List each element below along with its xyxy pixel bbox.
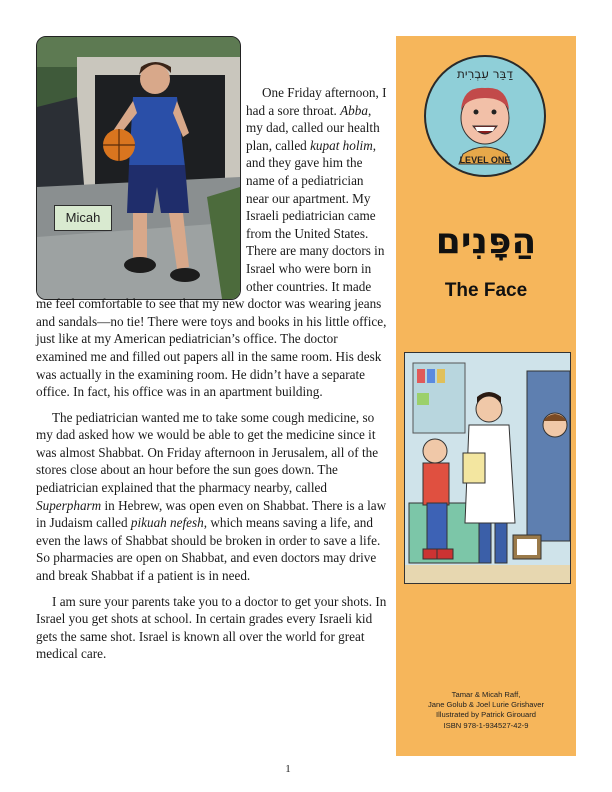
badge-level: LEVEL ONE <box>459 155 511 165</box>
story-paragraph: The pediatrician wanted me to take some cough medicine, so my dad asked how we would be able to get the medicine since it was almost Shabbat. On Friday afternoon in Jerusalem, all of the stores close about an hour before the sun goes down. The pediatrician explained that the pharmacy nearby, called Superpharm in Hebrew, was open even on Shabbat. There is a law in Judaism called pikuah nefesh, which means saving a life, and even the laws of Shabbat should be broken in order to save a life. So pharmacies are open on Shabbat, and even doctors may drive and break Shabbat if a patient is in need. <box>36 409 387 584</box>
credit-line: Jane Golub & Joel Lurie Grishaver <box>427 700 545 710</box>
story-text <box>36 84 388 671</box>
story-paragraph: I am sure your parents take you to a doctor to get your shots. In Israel you get shots at school. In certain grades every Israeli kid gets the same shot. Israel is known all over the world for great medical care. <box>36 593 387 662</box>
photo-caption: Micah <box>54 205 112 231</box>
page-number: 1 <box>285 763 291 775</box>
credits <box>396 690 576 731</box>
badge-hebrew: דַבֵּר עִבְרִית <box>457 67 513 81</box>
sidebar <box>396 36 576 756</box>
story-paragraph: One Friday afternoon, I had a sore throat. Abba, my dad, called our health plan, called kupat holim, and they gave him the name of a pediatrician near our apartment. My Israeli pediatrician came from the United States. There are many doctors in Israel who were born in other countries. It made me feel comfortable to see that my new doctor was wearing jeans and sandals—no tie! There were toys and books in his little office, just like at my American pediatrician’s office. The doctor examined me and filled out papers all in the same room. His desk was actually in the examining room. He didn’t have a separate office. In fact, his office was in an apartment building. <box>36 85 387 400</box>
credit-line: ISBN 978-1-934527-42-9 <box>443 720 529 730</box>
credit-line: Illustrated by Patrick Girouard <box>435 710 537 720</box>
level-badge <box>423 54 547 178</box>
credit-line: Tamar & Micah Raff, <box>451 690 521 699</box>
title-english: The Face <box>444 280 528 301</box>
title-hebrew: הַפָּנִים <box>435 221 537 262</box>
doctor-illustration <box>404 352 571 584</box>
